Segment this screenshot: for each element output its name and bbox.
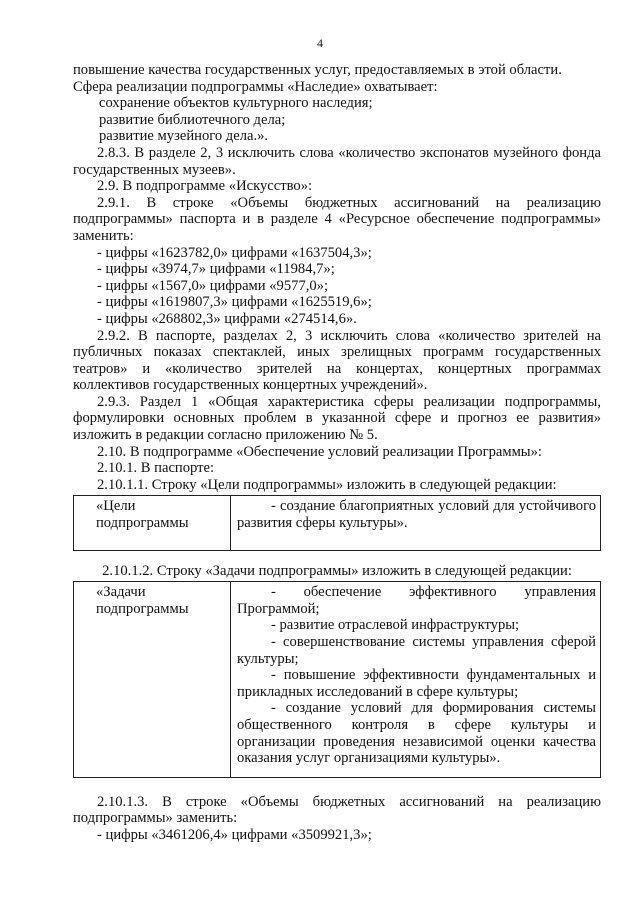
paragraph: 2.10.1. В паспорте:	[97, 460, 215, 477]
table-cell-label: «Задачи подпрограммы	[74, 582, 231, 778]
tasks-table	[73, 581, 601, 778]
goals-table	[73, 495, 601, 550]
list-item: - цифры «1623782,0» цифрами «1637504,3»;	[97, 244, 372, 261]
list-item: - развитие отраслевой инфраструктуры;	[271, 617, 520, 634]
list-item: - создание благоприятных условий для устойчивого развития сферы культуры».	[237, 498, 596, 532]
list-item: - совершенствование системы управления сферой культуры;	[237, 634, 596, 667]
list-item: - цифры «1567,0» цифрами «9577,0»;	[97, 277, 329, 294]
paragraph: Сфера реализации подпрограммы «Наследие» охватывает:	[73, 78, 438, 95]
paragraph: 2.10.1.3. В строке «Объемы бюджетных ассигнований на реализацию подпрограммы» заменить:	[73, 793, 601, 827]
table-row	[74, 582, 601, 778]
table-cell-value	[231, 582, 601, 778]
paragraph: 2.9.1. В строке «Объемы бюджетных ассигнований на реализацию подпрограммы» паспорта и в разделе 4 «Ресурсное обеспечение подпрограммы» заменить:	[73, 194, 601, 244]
table-cell-value	[231, 496, 601, 550]
section-heading: 2.10.1.2. Строку «Задачи подпрограммы» изложить в следующей редакции:	[102, 562, 572, 579]
list-item: - создание условий для формирования системы общественного контроля в сфере культуры и организации проведения независимой оценки качества оказания услуг организациями культуры».	[237, 700, 596, 767]
paragraph: 2.8.3. В разделе 2, 3 исключить слова «количество экспонатов музейного фонда государственных музеев».	[73, 144, 601, 178]
list-item: - цифры «3974,7» цифрами «11984,7»;	[97, 261, 335, 278]
list-item: - цифры «268802,3» цифрами «274514,6».	[97, 310, 357, 327]
list-item: - повышение эффективности фундаментальных и прикладных исследований в сфере культуры;	[237, 667, 596, 700]
paragraph: 2.9. В подпрограмме «Искусство»:	[97, 178, 313, 195]
list-item: - обеспечение эффективного управления Программой;	[237, 584, 596, 617]
paragraph: 2.10. В подпрограмме «Обеспечение условий реализации Программы»:	[97, 443, 542, 460]
list-item: - цифры «1619807,3» цифрами «1625519,6»;	[97, 294, 372, 311]
paragraph: развитие музейного дела.».	[99, 128, 269, 145]
document-body	[73, 62, 601, 844]
paragraph: развитие библиотечного дела;	[99, 111, 286, 128]
paragraph: сохранение объектов культурного наследия;	[99, 95, 373, 112]
list-item: - цифры «3461206,4» цифрами «3509921,3»;	[97, 826, 372, 843]
table-cell-label: «Цели подпрограммы	[74, 496, 231, 550]
paragraph: 2.10.1.1. Строку «Цели подпрограммы» изложить в следующей редакции:	[97, 476, 557, 493]
paragraph: повышение качества государственных услуг, предоставляемых в этой области.	[73, 62, 562, 78]
table-row	[74, 496, 601, 550]
paragraph: 2.9.2. В паспорте, разделах 2, 3 исключить слова «количество зрителей на публичных показах спектаклей, иных зрелищных программ государственных театров» и «количество зрителей на концертах, концертных программах коллективов государственных концертных учреждений».	[73, 327, 601, 394]
paragraph: 2.9.3. Раздел 1 «Общая характеристика сферы реализации подпрограммы, формулировки основных проблем в указанной сфере и прогноз ее развития» изложить в редакции согласно приложению № 5.	[73, 393, 601, 444]
page-number: 4	[317, 36, 323, 50]
